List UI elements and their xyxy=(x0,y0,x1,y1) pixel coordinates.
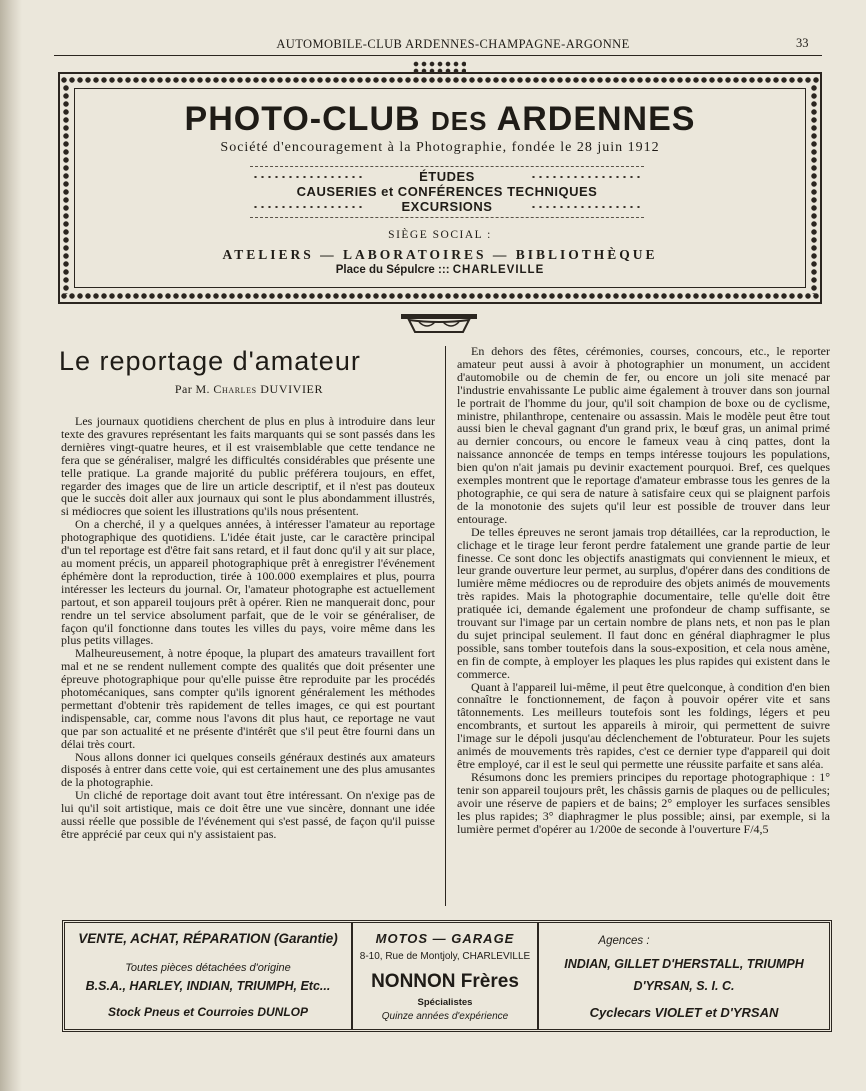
siege-social-label: SIÈGE SOCIAL : xyxy=(388,229,492,241)
article-paragraph: En dehors des fêtes, cérémonies, courses, concours, etc., le reporter amateur peut aussi à avoir à photographier un monument, un accident d'automobile ou de chemin de fer, ou encore un joli site menacé par l'industrie envahissante Le public aime également à trouver dans son journal le portrait de l'homme du jour, qu'il soit champion de boxe ou de cyclisme, ministre, philanthrope, centenaire ou assassin. Mais le modèle peut être tout aussi bien le cheval gagnant d'un grand prix, le bœuf gras, un animal primé au dernier concours, ou encore le fameux veau à cinq pattes, dont la naissance annoncée de temps en temps intéresse toujours les populations, bien qu'on n'ait jamais pu devinir exactement pourquoi. Bref, ces quelques exemples montrent que le reportage d'amateur embrasse tous les genres de la photographie, ce qui sera de nature à satisfaire ceux qui se plaignent parfois de la monotonie des sujets qu'il leur est possible de trouver dans leur entourage. xyxy=(457,344,830,526)
ad-agency-brands-2: D'YRSAN, S. I. C. xyxy=(633,979,735,993)
dashed-rule xyxy=(250,166,644,168)
activity-etudes: ÉTUDES xyxy=(419,169,475,184)
article-paragraph: De telles épreuves ne seront jamais trop détaillées, car la reproduction, le clichage et le tirage leur feront perdre fatalement une grande partie de leur finesse. Ce sont donc les objectifs anastigmats qui conviennent le mieux, et leur grande ouverture leur permet, au surplus, d'opérer dans des conditions de lumière même médiocres ou de reproduire des objets animés de mouvements très rapides. Mais la photographie documentaire, telle qu'elle doit être pratiquée ici, demande également une profondeur de champ suffisante, se trouvant sur l'image par un certain nombre de plans nets, et non pas le plan du sujet principal seulement. Il faut donc en général diaphragmer le plus possible, sans tomber toutefois dans la sous-exposition, et cela nous amène, en fin de compte, à employer les plaques les plus rapides qui existent dans le commerce. xyxy=(457,524,830,681)
header-rule xyxy=(54,55,822,56)
ad-services: VENTE, ACHAT, RÉPARATION (Garantie) xyxy=(78,931,338,946)
article-paragraph: Quant à l'appareil lui-même, il peut être quelconque, à condition d'en bien connaître le fonctionnement, de façon à pouvoir opérer vite et sans tâtonnements. Les meilleurs toutefois sont les foldings, légers et peu encombrants, et surtout les appareils à miroir, qui permettent de suivre l'image sur le dépoli jusqu'au déclenchement de l'obturateur. Pour les sujets animés de mouvements très rapides, c'est ce dernier type d'appareil qui doit être employé, car il est le seul qui permette une réussite parfaite et sans aléa. xyxy=(457,679,830,771)
column-divider xyxy=(445,346,446,906)
article-left-column xyxy=(61,415,435,841)
banner-title-part2: DES xyxy=(431,106,488,136)
banner-title-part3: ARDENNES xyxy=(496,100,696,138)
ad-specialists: Spécialistes xyxy=(417,997,473,1008)
article-right-column xyxy=(457,345,830,835)
ad-stock: Stock Pneus et Courroies DUNLOP xyxy=(107,1005,309,1019)
dashed-rule xyxy=(250,217,644,219)
banner-subtitle: Société d'encouragement à la Photographie, fondée le 28 juin 1912 xyxy=(220,140,660,155)
magazine-page xyxy=(28,0,858,1091)
chain-border-bottom xyxy=(60,292,820,300)
club-address xyxy=(60,264,820,276)
banner-title-part1: PHOTO-CLUB xyxy=(184,100,421,138)
photo-club-banner xyxy=(58,72,822,304)
article-paragraph: Un cliché de reportage doit avant tout être intéressant. On n'exige pas de lui qu'il soit artistique, mais ce doit être une vue sincère, donnant une idée aussi réelle que possible de l'événement qui s'est passé, de façon qu'il puisse être apprécié par ceux qui n'y assistaient pas. xyxy=(61,788,435,841)
banner-title xyxy=(60,100,820,139)
ad-cyclecars: Cyclecars VIOLET et D'YRSAN xyxy=(589,1005,779,1020)
dot-leader xyxy=(530,206,640,208)
article-title: Le reportage d'amateur xyxy=(59,346,361,376)
ad-motos-garage: MOTOS — GARAGE xyxy=(375,931,515,946)
activity-causeries: CAUSERIES et CONFÉRENCES TECHNIQUES xyxy=(296,184,598,199)
ad-agencies-label: Agences : xyxy=(598,935,650,947)
garage-advertisement xyxy=(62,920,832,1032)
decorative-ornament xyxy=(399,312,479,334)
facilities-line: ATELIERS — LABORATOIRES — BIBLIOTHÈQUE xyxy=(222,247,658,262)
article-paragraph: On a cherché, il y a quelques années, à intéresser l'amateur au reportage photographique des quotidiens. L'idée était juste, car le caractère principal d'un tel reportage est d'être fait sans retard, et il faut donc qu'il y ait sur place, au moment précis, un appareil photographique prêt à enregistrer l'événement éphémère dont la reproduction, tirée à 100.000 exemplaires et plus, pourra intéresser les lecteurs du journal. Or, l'amateur photographe est actuellement partout, et son appareil toujours prêt à opérer. Rien ne manquerait donc, pour rendre un tel service absolument parfait, que de le voir se généraliser, de façon qu'il fonctionne dans toutes les villes du pays, voire même dans les plus petits villages. xyxy=(61,517,435,648)
ad-right-panel xyxy=(539,923,829,1029)
article-paragraph: Résumons donc les premiers principes du reportage photographique : 1° tenir son appareil toujours prêt, les châssis garnis de plaques ou de pellicules; avoir une réserve de papiers et de bains; 2° employer les surfaces sensibles les plus rapides; 3° diaphragmer le plus possible; ainsi, par exemple, si la lumière permet d'opérer au 1/200e de seconde à l'ouverture F/4,5 xyxy=(457,769,830,836)
ad-street-address: 8-10, Rue de Montjoly, CHARLEVILLE xyxy=(359,951,531,962)
address-city: CHARLEVILLE xyxy=(452,264,545,276)
running-head: AUTOMOBILE-CLUB ARDENNES-CHAMPAGNE-ARGONNE xyxy=(276,37,630,51)
address-separator: ::: xyxy=(438,264,450,276)
book-spine-shadow xyxy=(0,0,22,1091)
byline-prefix: Par M. xyxy=(174,382,210,396)
ad-company-name: NONNON Frères xyxy=(371,971,519,992)
ad-left-panel xyxy=(65,923,351,1029)
article-paragraph: Nous allons donner ici quelques conseils généraux destinés aux amateurs disposés à entrer dans cette voie, qui est certainement une des plus amusantes de la photographie. xyxy=(61,749,435,790)
top-ornament xyxy=(412,60,466,72)
page-number: 33 xyxy=(796,36,809,50)
article-paragraph: Malheureusement, à notre époque, la plupart des amateurs travaillent fort mal et ne se rendent nullement compte des qualités que doit présenter une épreuve photographique pour qu'elle puisse être reproduite par les procédés photomécaniques, sans compter qu'ils ignorent généralement les méthodes permettant d'obtenir très rapidement de telles images, ce qui est pourtant indispensable, car, comme nous l'avons dit plus haut, ce reportage ne vaut que par son actualité et ne présente d'intérêt que s'il peut être fourni dans un délai très court. xyxy=(61,646,435,751)
article-byline xyxy=(59,382,439,397)
chain-border-top xyxy=(60,76,820,84)
ad-agency-brands-1: INDIAN, GILLET D'HERSTALL, TRIUMPH xyxy=(564,957,804,971)
ad-brands: B.S.A., HARLEY, INDIAN, TRIUMPH, Etc... xyxy=(85,979,331,993)
ad-experience: Quinze années d'expérience xyxy=(381,1011,509,1022)
byline-author: Charles DUVIVIER xyxy=(213,382,324,396)
address-street: Place du Sépulcre xyxy=(335,264,435,276)
dot-leader xyxy=(530,176,640,178)
article-paragraph: Les journaux quotidiens cherchent de plus en plus à introduire dans leur texte des gravures représentant les faits marquants qui se sont passés dans les dernières vingt-quatre heures, et il est vraisemblable que cette tendance ne fera que se généraliser, malgré les difficultés considérables que présente une telle pratique. La grande majorité du public préférera toujours, en effet, regarder des images que de lire un article descriptif, et il n'est pas douteux que le succès doit aller aux journaux qui sont le plus abondamment illustrés, si médiocres que soient les illustrations qu'ils nous présentent. xyxy=(61,414,435,519)
ad-parts: Toutes pièces détachées d'origine xyxy=(125,962,291,974)
activity-excursions: EXCURSIONS xyxy=(401,199,493,214)
